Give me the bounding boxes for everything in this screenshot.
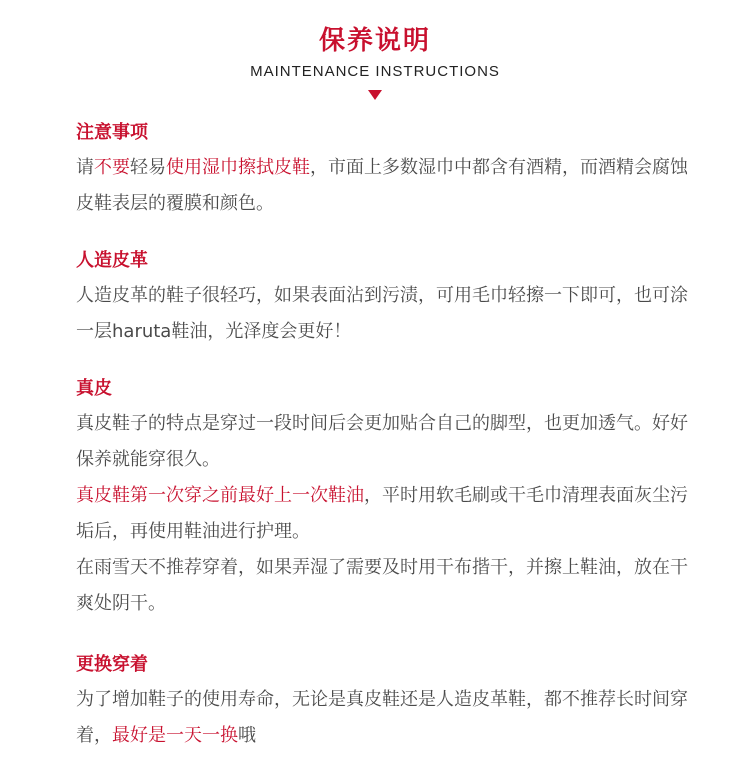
section-paragraph: 真皮鞋子的特点是穿过一段时间后会更加贴合自己的脚型，也更加透气。好好保养就能穿很久。 [76,413,688,470]
page-title: 保养说明 [318,26,431,56]
section-artificial-leather [76,248,696,350]
text-run: 为了增加鞋子的使用寿命，无论是真皮鞋还是人造皮革鞋，都不推荐长时间穿着， [76,689,688,746]
section-paragraph: 人造皮革的鞋子很轻巧，如果表面沾到污渍，可用毛巾轻擦一下即可，也可涂一层haruta鞋油，光泽度会更好！ [76,285,688,342]
text-run: ，市面上多数湿巾中都含有酒精，而酒精会腐蚀皮鞋表层的覆膜和颜色。 [76,157,688,214]
text-run: 请 [76,157,94,178]
section-genuine-leather [76,376,696,622]
text-run: 哦 [238,725,256,746]
section-paragraph [76,478,696,550]
section-notice [76,120,696,222]
highlight-text: 真皮鞋第一次穿之前最好上一次鞋油 [76,485,364,506]
section-paragraph: 在雨雪天不推荐穿着，如果弄湿了需要及时用干布揩干，并擦上鞋油，放在干爽处阴干。 [76,557,688,614]
down-triangle-icon [368,90,382,100]
text-run: ，平时用软毛刷或干毛巾清理表面灰尘污垢后，再使用鞋油进行护理。 [76,485,688,542]
section-heading: 真皮 [76,378,112,399]
section-paragraph [76,682,696,754]
section-paragraph [76,150,696,222]
highlight-text: 不要 [94,157,130,178]
text-run: 轻易 [130,157,166,178]
highlight-text: 最好是一天一换 [112,725,238,746]
section-rotation [76,652,696,754]
section-heading: 人造皮革 [76,250,148,271]
highlight-text: 使用湿巾擦拭皮鞋 [166,157,310,178]
page-subtitle: MAINTENANCE INSTRUCTIONS [250,63,500,80]
section-heading: 注意事项 [76,122,148,143]
section-heading: 更换穿着 [76,654,148,675]
